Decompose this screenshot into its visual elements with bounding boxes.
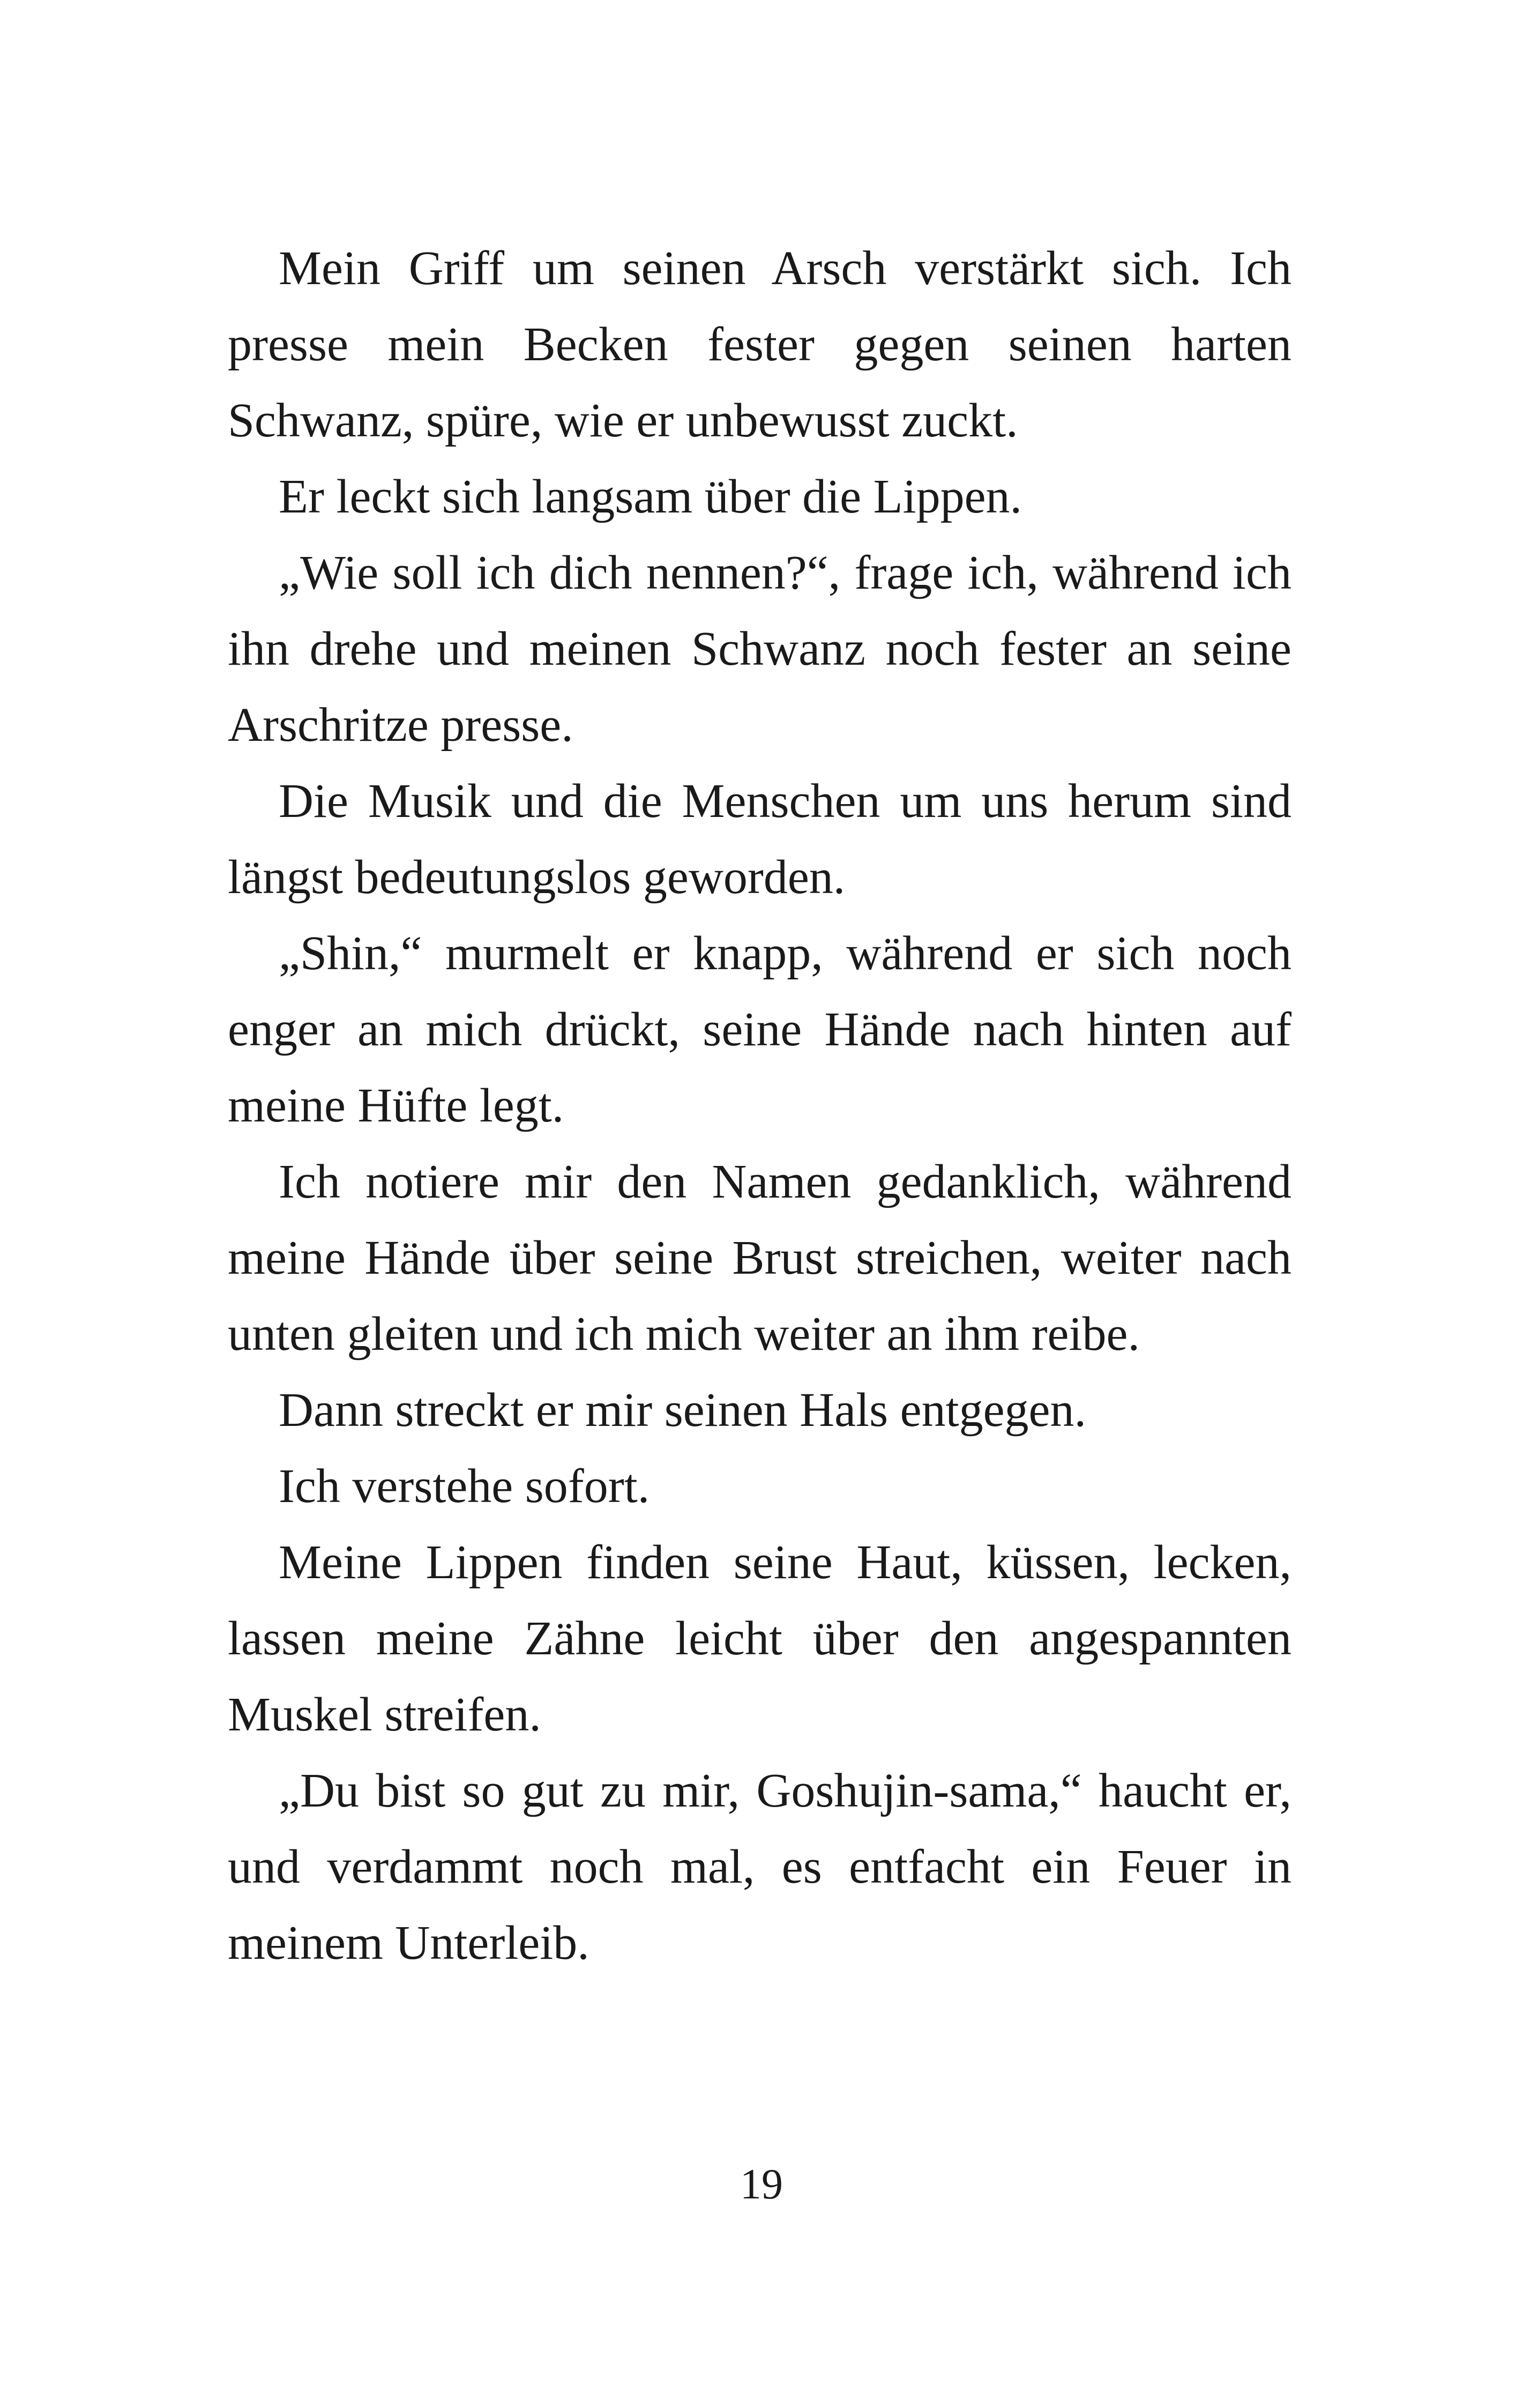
paragraph-2: Er leckt sich langsam über die Lippen. — [279, 470, 1022, 523]
paragraph-4: Die Musik und die Menschen um uns herum sind längst bedeutungslos geworden. — [228, 775, 1291, 904]
paragraph-8: Ich verstehe sofort. — [279, 1460, 650, 1513]
paragraph-6: Ich notiere mir den Namen gedanklich, während meine Hände über seine Brust streichen, weiter nach unten gleiten und ich mich weiter an ihm reibe. — [228, 1155, 1291, 1361]
paragraph-10: „Du bist so gut zu mir, Goshujin-sama,“ haucht er, und verdammt noch mal, es entfacht ein Feuer in meinem Unterleib. — [228, 1764, 1291, 1969]
page-number: 19 — [740, 2161, 783, 2208]
body-text — [228, 231, 1291, 1981]
paragraph-3: „Wie soll ich dich nennen?“, frage ich, während ich ihn drehe und meinen Schwanz noch fester an seine Arschritze presse. — [228, 546, 1291, 752]
paragraph-1: Mein Griff um seinen Arsch verstärkt sich. Ich presse mein Becken fester gegen seinen harten Schwanz, spüre, wie er unbewusst zuckt. — [228, 242, 1291, 447]
paragraph-7: Dann streckt er mir seinen Hals entgegen. — [279, 1384, 1086, 1437]
paragraph-9: Meine Lippen finden seine Haut, küssen, lecken, lassen meine Zähne leicht über den angespannten Muskel streifen. — [228, 1536, 1291, 1741]
paragraph-5: „Shin,“ murmelt er knapp, während er sich noch enger an mich drückt, seine Hände nach hinten auf meine Hüfte legt. — [228, 927, 1291, 1132]
